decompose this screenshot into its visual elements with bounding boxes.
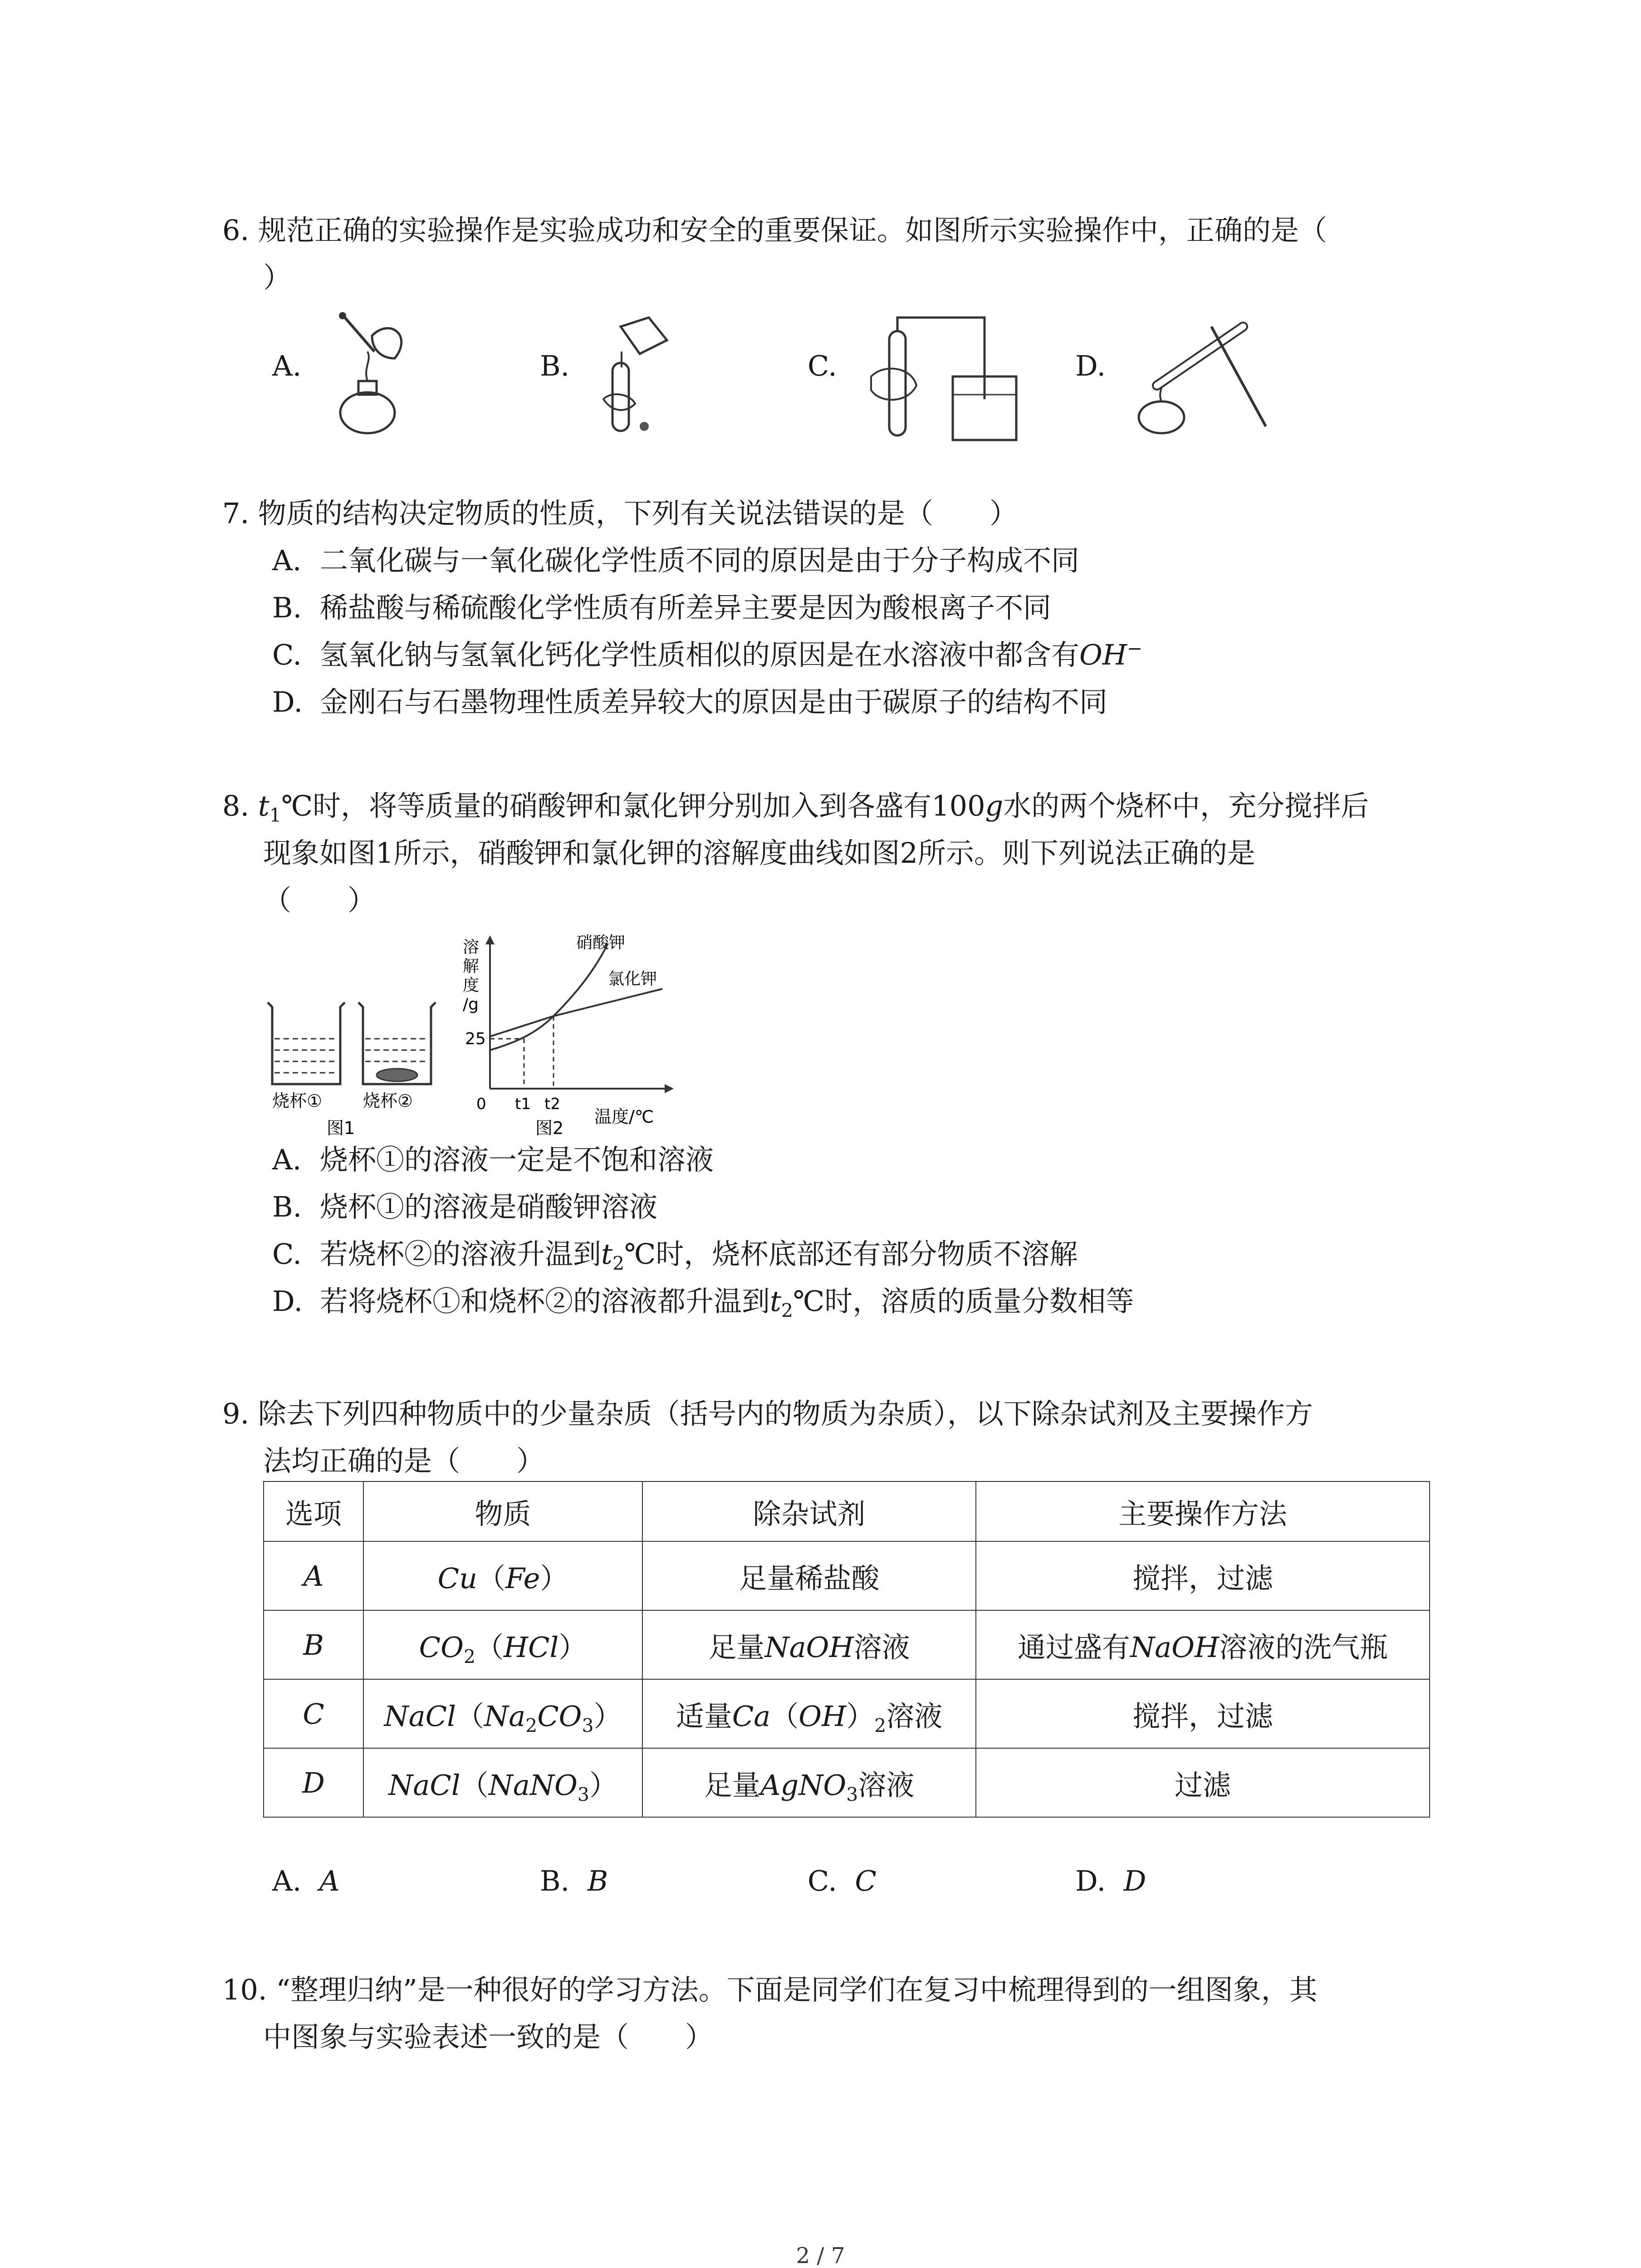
question-8: 8. $t_1℃$时，将等质量的硝酸钾和氯化钾分别加入到各盛有100g水的两个烧杯中，充分搅拌后 现象如图1所示，硝酸钾和氯化钾的溶解度曲线如图2所示。则下列说法正确的是 （ ） xyxy=(222,782,1447,924)
y-label-char-1: 溶 xyxy=(463,938,480,957)
kcl-label: 氯化钾 xyxy=(608,970,657,988)
question-number: 8. xyxy=(222,789,250,822)
airtightness-check-icon xyxy=(862,308,1025,445)
option-d[interactable]: D. D xyxy=(1075,1864,1146,1897)
option-b[interactable]: B. 烧杯①的溶液是硝酸钾溶液 xyxy=(272,1190,658,1223)
option-a[interactable]: A. 烧杯①的溶液一定是不饱和溶液 xyxy=(272,1143,714,1176)
y-label-char-2: 解 xyxy=(463,957,480,976)
question-number: 6. xyxy=(222,214,250,247)
question-8-options xyxy=(222,1136,1447,1325)
question-6-stem-cont: ） xyxy=(263,261,292,294)
question-8-figure xyxy=(263,925,717,1152)
figure-1-caption: 图1 xyxy=(327,1118,355,1138)
solubility-figure xyxy=(263,925,717,1152)
question-number: 10. xyxy=(222,1973,267,2006)
page-number: 2 / 7 xyxy=(796,2243,845,2268)
add-solid-to-test-tube-icon xyxy=(594,308,685,445)
table-row: A Cu（Fe） 足量稀盐酸 搅拌，过滤 xyxy=(264,1541,1430,1610)
option-b[interactable]: B. 稀盐酸与稀硫酸化学性质有所差异主要是因为酸根离子不同 xyxy=(272,591,1052,624)
x-tick-t2: t2 xyxy=(544,1095,560,1113)
option-c[interactable]: C. C xyxy=(808,1864,877,1897)
beaker-2-label: 烧杯② xyxy=(363,1091,413,1111)
header-option: 选项 xyxy=(264,1481,363,1541)
header-method: 主要操作方法 xyxy=(976,1481,1430,1541)
kcl-curve xyxy=(490,989,662,1036)
question-9: 9. 除去下列四种物质中的少量杂质（括号内的物质为杂质），以下除杂试剂及主要操作方 法均正确的是（ ） xyxy=(222,1390,1447,1485)
header-reagent: 除杂试剂 xyxy=(642,1481,976,1541)
option-a[interactable]: A. 二氧化碳与一氧化碳化学性质不同的原因是由于分子构成不同 xyxy=(272,544,1080,577)
beaker-1-label: 烧杯① xyxy=(272,1091,323,1111)
question-8-stem: 8. $t_1℃$时，将等质量的硝酸钾和氯化钾分别加入到各盛有100g水的两个烧杯中，充分搅拌后 xyxy=(222,789,1369,826)
heating-test-tube-icon xyxy=(1130,308,1275,445)
y-axis-arrow xyxy=(485,935,495,944)
y-label-char-4: /g xyxy=(463,995,479,1014)
option-a[interactable]: A. A xyxy=(272,1864,340,1897)
x-axis-label: 温度/℃ xyxy=(594,1107,654,1127)
option-c[interactable]: C. 氢氧化钠与氢氧化钙化学性质相似的原因是在水溶液中都含有OH− xyxy=(272,637,1143,671)
option-d[interactable]: D. 若将烧杯①和烧杯②的溶液都升温到$t_2℃$时，溶质的质量分数相等 xyxy=(272,1285,1134,1322)
question-6-options: A. B. C. D. xyxy=(272,308,1316,445)
question-10: 10. “整理归纳”是一种很好的学习方法。下面是同学们在复习中梳理得到的一组图象，其 中图象与实验表述一致的是（ ） xyxy=(222,1966,1447,2061)
question-number: 7. xyxy=(222,497,250,530)
beaker-2 xyxy=(358,1002,436,1111)
kno3-curve xyxy=(490,943,608,1050)
beaker-1 xyxy=(268,1002,345,1111)
question-6 xyxy=(222,207,1447,301)
undissolved-solid xyxy=(377,1069,417,1081)
y-label-char-3: 度 xyxy=(463,976,480,995)
question-6-stem: 6. 规范正确的实验操作是实验成功和安全的重要保证。如图所示实验操作中，正确的是（ xyxy=(222,214,1327,247)
table-header-row xyxy=(264,1481,1430,1541)
x-tick-t1: t1 xyxy=(515,1095,531,1113)
question-number: 9. xyxy=(222,1397,250,1430)
table-row: C $NaCl(Na_2CO_3)$ 适量$Ca(OH)_2$溶液 搅拌，过滤 xyxy=(264,1679,1430,1748)
header-substance: 物质 xyxy=(363,1481,642,1541)
x-axis-arrow xyxy=(665,1084,674,1093)
y-tick-25: 25 xyxy=(465,1030,486,1048)
question-9-options xyxy=(272,1864,1316,1914)
table-row: B $CO_2(HCl)$ 足量NaOH溶液 通过盛有NaOH溶液的洗气瓶 xyxy=(264,1610,1430,1679)
table-row: D NaCl（NaNO$_3$） 足量AgNO$_3$溶液 过滤 xyxy=(264,1748,1430,1817)
option-b[interactable]: B. B xyxy=(540,1864,608,1897)
question-10-stem: 10. “整理归纳”是一种很好的学习方法。下面是同学们在复习中梳理得到的一组图象，其 xyxy=(222,1973,1318,2006)
option-d[interactable]: D. 金刚石与石墨物理性质差异较大的原因是由于碳原子的结构不同 xyxy=(272,685,1108,719)
figure-2-caption: 图2 xyxy=(535,1118,564,1138)
question-9-stem: 9. 除去下列四种物质中的少量杂质（括号内的物质为杂质），以下除杂试剂及主要操作方 xyxy=(222,1397,1313,1430)
kno3-label: 硝酸钾 xyxy=(576,934,626,952)
alcohol-lamp-lighting-icon xyxy=(327,308,417,445)
question-7 xyxy=(222,490,1447,726)
solubility-chart xyxy=(463,934,674,1138)
question-7-stem: 7. 物质的结构决定物质的性质，下列有关说法错误的是（ ） xyxy=(222,497,1018,530)
option-c[interactable]: C. 若烧杯②的溶液升温到$t_2℃$时，烧杯底部还有部分物质不溶解 xyxy=(272,1237,1078,1275)
impurity-table xyxy=(263,1481,1430,1818)
origin-label: 0 xyxy=(476,1095,486,1113)
